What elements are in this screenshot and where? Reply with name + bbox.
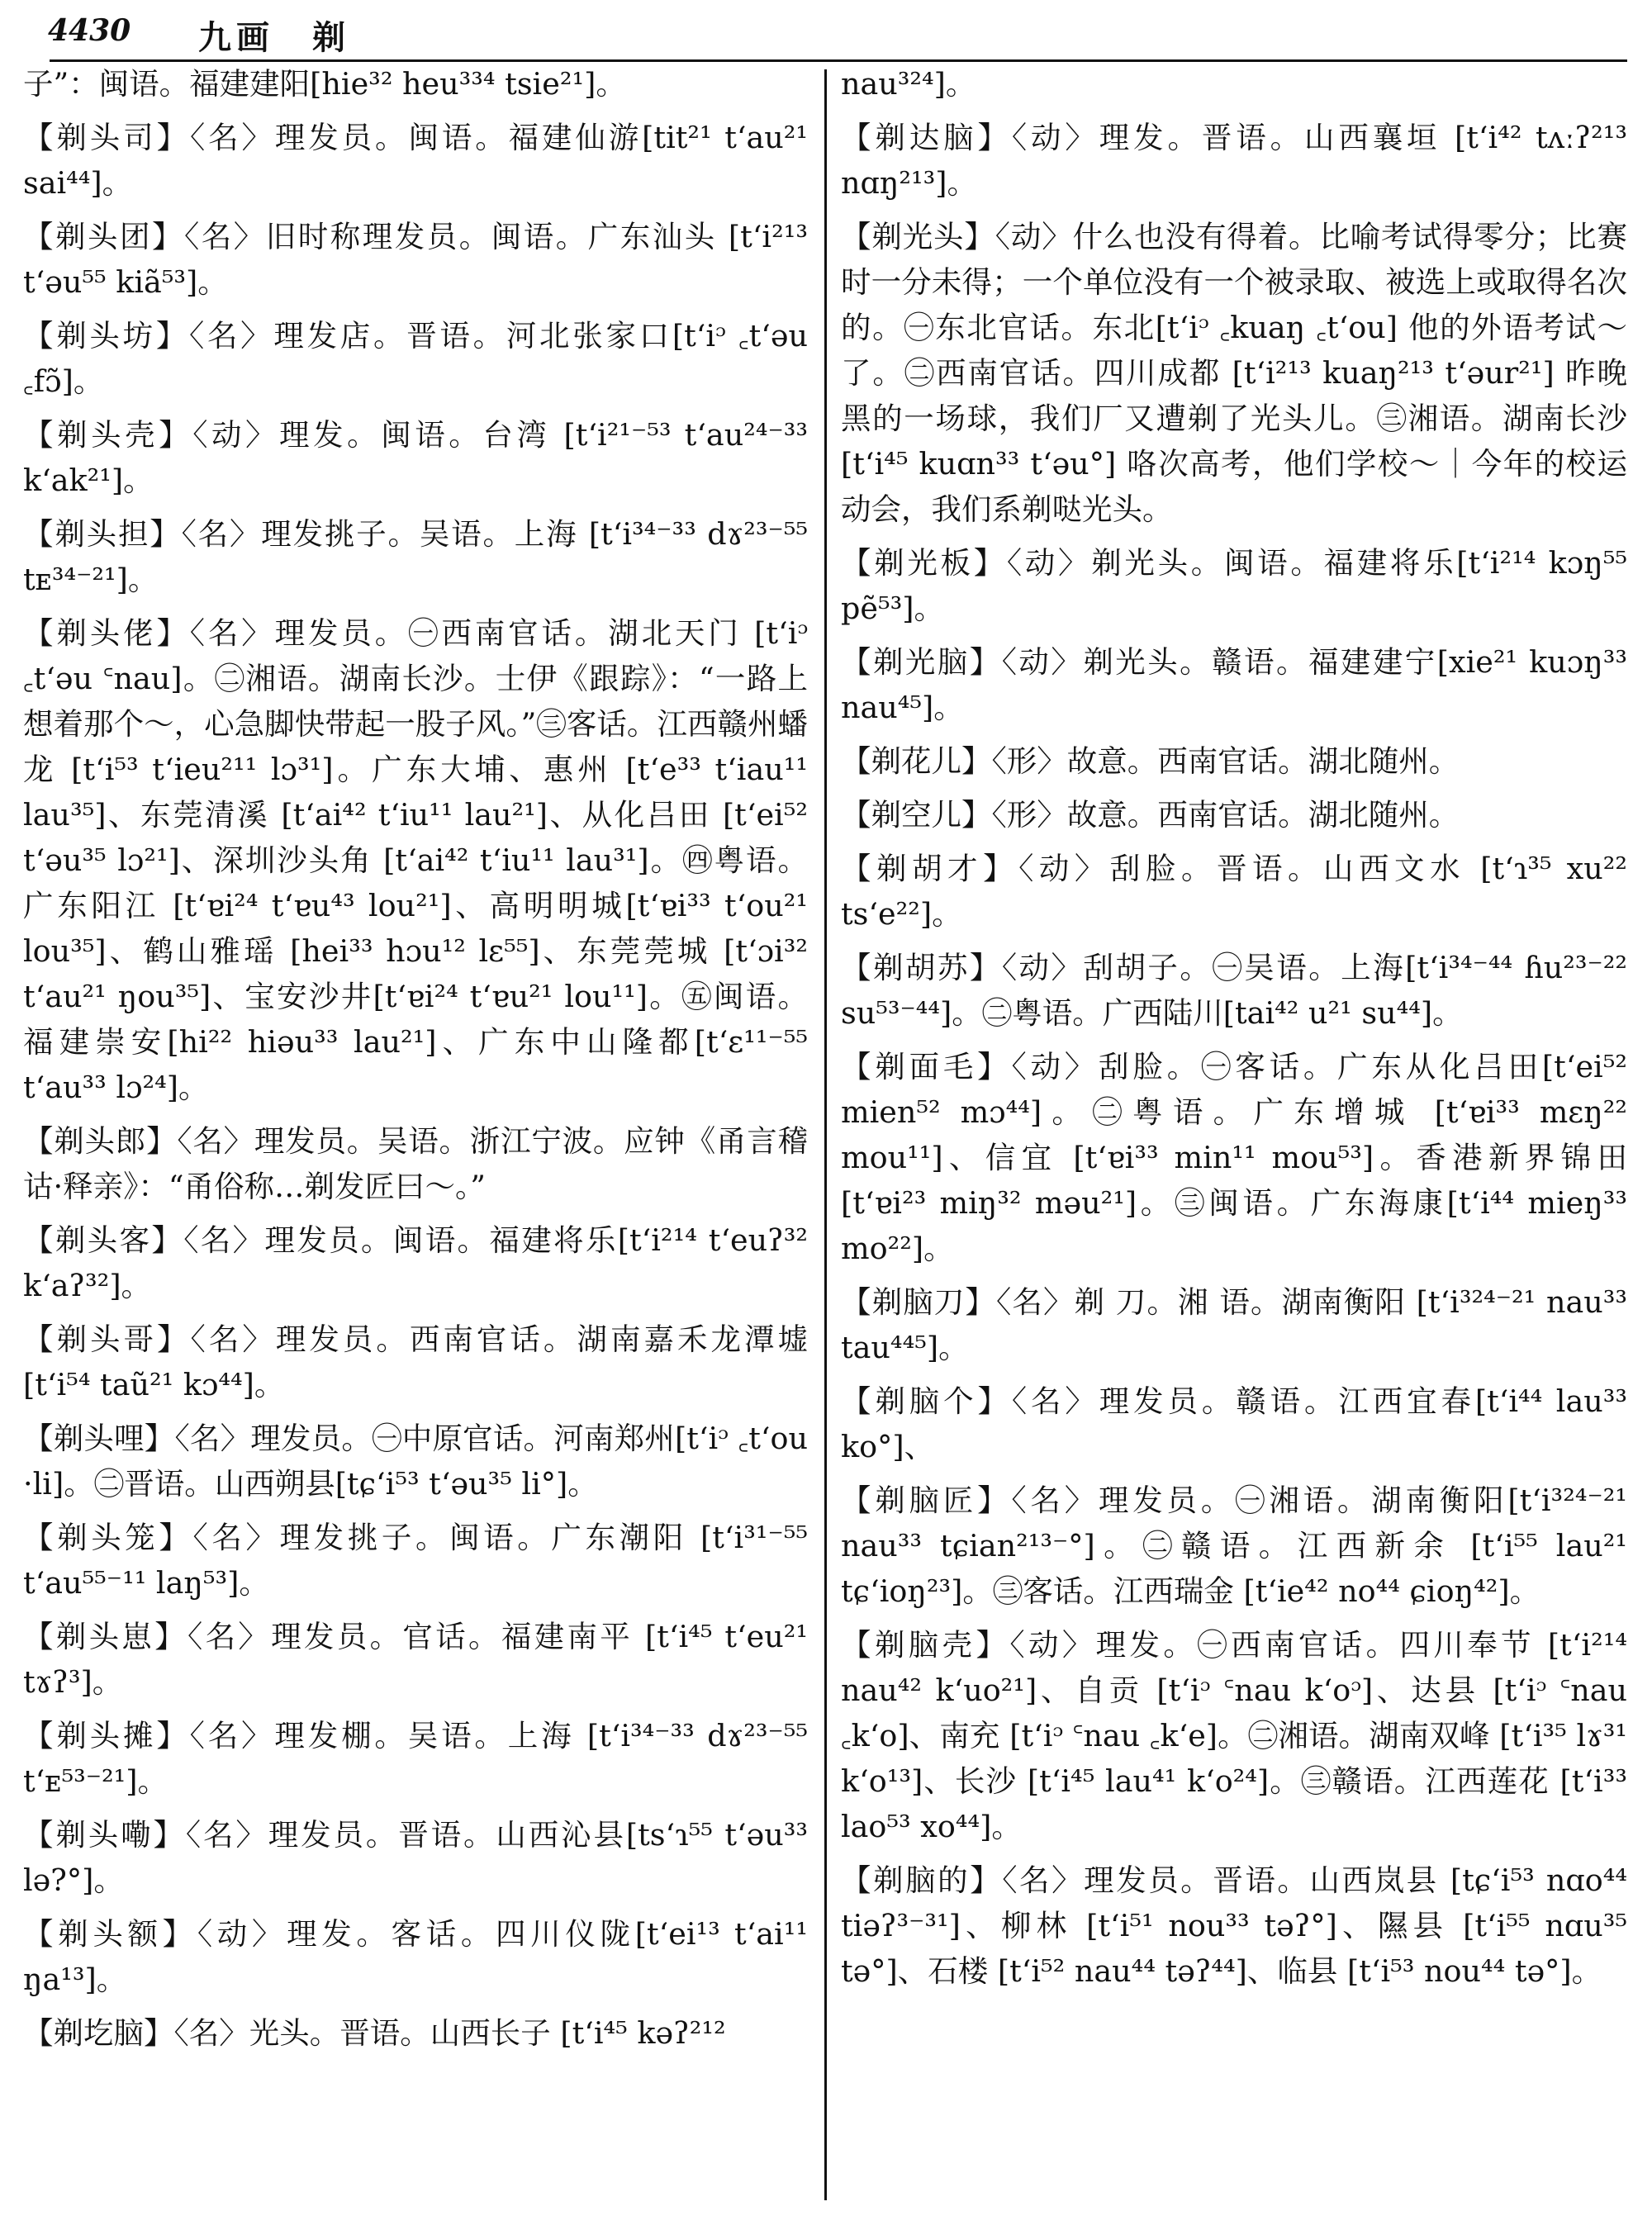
entry: 【剃空儿】〈形〉故意。西南官话。湖北随州。 — [841, 797, 1460, 833]
entry: 子”：闽语。福建建阳[hie³² heu³³⁴ tsie²¹]。 — [23, 66, 626, 102]
column-divider — [824, 69, 827, 2200]
entry: 【剃脑壳】〈动〉理发。㊀西南官话。四川奉节 [t‘i²¹⁴ nau⁴² k‘uo²¹]、自贡 [t‘iᵓ ꜂nau k‘oᵓ]、达县 [t‘iᵓ ꜂nau ꜀k‘o]、南充 [t‘iᵓ ꜂nau ꜀k‘e]。㊁湘语。湖南双峰 [t‘i³⁵ lɤ³¹ k‘o¹³]、长沙 [t‘i⁴⁵ lau⁴¹ k‘o²⁴]。㊂赣语。江西莲花 [t‘i³³ lao⁵³ xo⁴⁴]。 — [841, 1627, 1627, 1844]
entry: 【剃脑的】〈名〉理发员。晋语。山西岚县 [tɕ‘i⁵³ nɑo⁴⁴ tiəʔ³⁻³¹]、柳林 [t‘i⁵¹ nou³³ təʔ°]、隰县 [t‘i⁵⁵ nɑu³⁵ tə°]、石楼 [t‘i⁵² nau⁴⁴ təʔ⁴⁴]、临县 [t‘i⁵³ nou⁴⁴ tə°]。 — [841, 1862, 1627, 1989]
entry: nau³²⁴]。 — [841, 66, 976, 102]
entry: 【剃胡苏】〈动〉刮胡子。㊀吴语。上海[t‘i³⁴⁻⁴⁴ ɦu²³⁻²² su⁵³⁻⁴⁴]。㊁粤语。广西陆川[tai⁴² u²¹ su⁴⁴]。 — [841, 950, 1627, 1031]
entry: 【剃胡才】〈动〉刮脸。晋语。山西文水 [t‘ɿ³⁵ xu²² ts‘e²²]。 — [841, 851, 1627, 932]
entry: 【剃头嘞】〈名〉理发员。晋语。山西沁县[ts‘ɿ⁵⁵ t‘əu³³ lə?°]。 — [23, 1817, 808, 1898]
entry: 【剃头额】〈动〉理发。客话。四川仪陇[t‘ei¹³ t‘ai¹¹ ŋa¹³]。 — [23, 1916, 808, 1997]
entry: 【剃脑刀】〈名〉剃 刀。湘 语。湖南衡阳 [t‘i³²⁴⁻²¹ nau³³ tau⁴⁴⁵]。 — [841, 1284, 1627, 1365]
entry: 【剃头郎】〈名〉理发员。吴语。浙江宁波。应钟《甬言稽诂·释亲》：“甬俗称…剃发匠曰～。” — [23, 1123, 808, 1204]
entry: 【剃圪脑】〈名〉光头。晋语。山西长子 [t‘i⁴⁵ kəʔ²¹² — [23, 2015, 726, 2051]
entry: 【剃脑个】〈名〉理发员。赣语。江西宜春[t‘i⁴⁴ lau³³ ko°]、 — [841, 1383, 1627, 1464]
entry: 【剃头崽】〈名〉理发员。官话。福建南平 [t‘i⁴⁵ t‘eu²¹ tɤʔ³]。 — [23, 1619, 808, 1700]
entry: 【剃头客】〈名〉理发员。闽语。福建将乐[t‘i²¹⁴ t‘euʔ³² k‘aʔ³²]。 — [23, 1222, 808, 1303]
entry: 【剃头佬】〈名〉理发员。㊀西南官话。湖北天门 [t‘iᵓ ꜀t‘əu ꜂nau]。㊁湘语。湖南长沙。士伊《跟踪》：“一路上想着那个～，心急脚快带起一股子风。”㊂客话。江西赣州蟠龙 [t‘i⁵³ t‘ieu²¹¹ lɔ³¹]。广东大埔、惠州 [t‘e³³ t‘iau¹¹ lau³⁵]、东莞清溪 [t‘ai⁴² t‘iu¹¹ lau²¹]、从化吕田 [t‘ei⁵² t‘əu³⁵ lɔ²¹]、深圳沙头角 [t‘ai⁴² t‘iu¹¹ lau³¹]。㊃粤语。广东阳江 [t‘ɐi²⁴ t‘ɐu⁴³ lou²¹]、高明明城[t‘ɐi³³ t‘ou²¹ lou³⁵]、鹤山雅瑶 [hei³³ hɔu¹² lɛ⁵⁵]、东莞莞城 [t‘ɔi³² t‘au²¹ ŋou³⁵]、宝安沙井[t‘ɐi²⁴ t‘ɐu²¹ lou¹¹]。㊄闽语。福建崇安[hi²² hiəu³³ lau²¹]、广东中山隆都[t‘ɛ¹¹⁻⁵⁵ t‘au³³ lɔ²⁴]。 — [23, 615, 808, 1105]
right-column — [841, 61, 1627, 2002]
entry: 【剃头哩】〈名〉理发员。㊀中原官话。河南郑州[t‘iᵓ ꜀t‘ou ·li]。㊁晋语。山西朔县[tɕ‘i⁵³ t‘əu³⁵ li°]。 — [23, 1421, 808, 1502]
entry: 【剃花儿】〈形〉故意。西南官话。湖北随州。 — [841, 743, 1460, 779]
entry: 【剃达脑】〈动〉理发。晋语。山西襄垣 [t‘i⁴² tʌːʔ²¹³ nɑŋ²¹³]。 — [841, 120, 1627, 201]
entry: 【剃面毛】〈动〉刮脸。㊀客话。广东从化吕田[t‘ei⁵² mien⁵² mɔ⁴⁴]。㊁粤语。广东增城 [t‘ɐi³³ mɛŋ²² mou¹¹]、信宜 [t‘ɐi³³ min¹¹ mou⁵³]。香港新界锦田 [t‘ɐi²³ miŋ³² məu²¹]。㊂闽语。广东海康[t‘i⁴⁴ mieŋ³³ mo²²]。 — [841, 1049, 1627, 1266]
entry: 【剃头团】〈名〉旧时称理发员。闽语。广东汕头 [t‘i²¹³ t‘əu⁵⁵ kiã⁵³]。 — [23, 219, 808, 300]
page-header — [33, 12, 1627, 58]
entry: 【剃光板】〈动〉剃光头。闽语。福建将乐[t‘i²¹⁴ kɔŋ⁵⁵ pẽ⁵³]。 — [841, 545, 1627, 626]
left-column — [23, 61, 808, 2064]
entry: 【剃光头】〈动〉什么也没有得着。比喻考试得零分；比赛时一分未得；一个单位没有一个被录取、被选上或取得名次的。㊀东北官话。东北[t‘iᵓ ꜀kuaŋ ꜀t‘ou] 他的外语考试～了。㊁西南官话。四川成都 [t‘i²¹³ kuaŋ²¹³ t‘əur²¹] 昨晚黑的一场球，我们厂又遭剃了光头儿。㊂湘语。湖南长沙 [t‘i⁴⁵ kuɑn³³ t‘əu°] 咯次高考，他们学校～｜今年的校运动会，我们系剃哒光头。 — [841, 219, 1627, 527]
entry: 【剃脑匠】〈名〉理发员。㊀湘语。湖南衡阳[t‘i³²⁴⁻²¹ nau³³ tɕian²¹³⁻°]。㊁赣语。江西新余 [t‘i⁵⁵ lau²¹ tɕ‘ioŋ²³]。㊂客话。江西瑞金 [t‘ie⁴² no⁴⁴ ɕioŋ⁴²]。 — [841, 1483, 1627, 1609]
entry: 【剃头司】〈名〉理发员。闽语。福建仙游[tit²¹ t‘au²¹ sai⁴⁴]。 — [23, 120, 808, 201]
entry: 【剃头坊】〈名〉理发店。晋语。河北张家口[t‘iᵓ ꜀t‘əu ꜀fɔ̃]。 — [23, 318, 808, 399]
entry: 【剃头担】〈名〉理发挑子。吴语。上海 [t‘i³⁴⁻³³ dɤ²³⁻⁵⁵ tᴇ³⁴⁻²¹]。 — [23, 516, 808, 597]
section-char: 剃 — [312, 18, 345, 57]
entry: 【剃头哥】〈名〉理发员。西南官话。湖南嘉禾龙潭墟 [t‘i⁵⁴ taũ²¹ kɔ⁴⁴]。 — [23, 1321, 808, 1402]
entry: 【剃头摊】〈名〉理发棚。吴语。上海 [t‘i³⁴⁻³³ dɤ²³⁻⁵⁵ t‘ᴇ⁵³⁻²¹]。 — [23, 1718, 808, 1799]
entry: 【剃光脑】〈动〉剃光头。赣语。福建建宁[xie²¹ kuɔŋ³³ nau⁴⁵]。 — [841, 644, 1627, 725]
entry: 【剃头壳】〈动〉理发。闽语。台湾 [t‘i²¹⁻⁵³ t‘au²⁴⁻³³ k‘ak²¹]。 — [23, 417, 808, 498]
page-number: 4430 — [48, 13, 131, 48]
entry: 【剃头笼】〈名〉理发挑子。闽语。广东潮阳 [t‘i³¹⁻⁵⁵ t‘au⁵⁵⁻¹¹ laŋ⁵³]。 — [23, 1520, 808, 1601]
section-title: 九画 — [198, 18, 274, 57]
